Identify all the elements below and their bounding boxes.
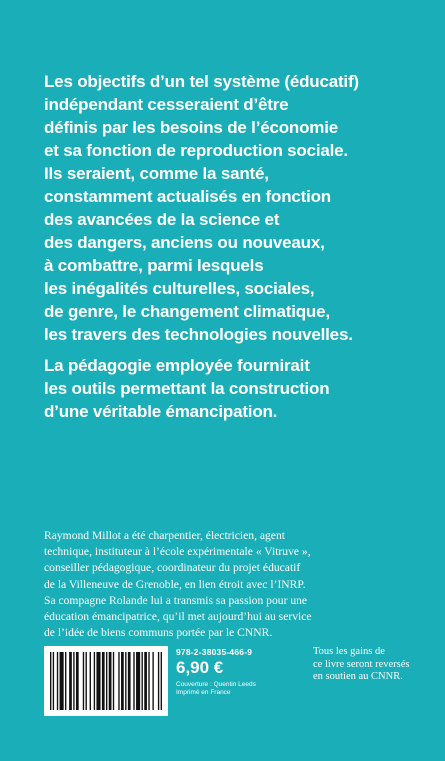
blurb-line: d’une véritable émancipation. bbox=[44, 402, 278, 421]
bio-line: Raymond Millot a été charpentier, électricien, agent bbox=[44, 529, 285, 542]
bio-line: de l’idée de biens communs portée par le CNNR. bbox=[44, 626, 273, 640]
note-line: en soutien au CNNR. bbox=[313, 671, 403, 683]
barcode bbox=[44, 646, 168, 716]
main-blurb bbox=[44, 70, 414, 423]
barcode-bar bbox=[86, 652, 87, 710]
blurb-line: les inégalités culturelles, sociales, bbox=[44, 279, 315, 298]
note-line: Tous les gains de bbox=[313, 646, 385, 657]
blurb-line: de genre, le changement climatique, bbox=[44, 302, 330, 321]
blurb-line: des dangers, anciens ou nouveaux, bbox=[44, 233, 325, 252]
barcode-bar bbox=[152, 652, 153, 710]
barcode-bar bbox=[50, 652, 51, 710]
blurb-line: Ils seraient, comme la santé, bbox=[44, 164, 269, 183]
barcode-bar bbox=[106, 652, 107, 710]
barcode-bar bbox=[102, 652, 105, 710]
barcode-bar bbox=[158, 652, 159, 710]
barcode-bar bbox=[53, 652, 54, 710]
barcode-bar bbox=[94, 652, 95, 710]
barcode-bar bbox=[144, 652, 147, 710]
barcode-bar bbox=[109, 652, 112, 710]
barcode-bar bbox=[118, 652, 119, 710]
blurb-line: La pédagogie employée fournirait bbox=[44, 356, 310, 375]
barcode-bar bbox=[136, 652, 140, 710]
donation-note bbox=[313, 646, 423, 684]
blurb-paragraph-2 bbox=[44, 354, 414, 423]
blurb-line: des avancées de la science et bbox=[44, 210, 280, 229]
barcode-bar bbox=[142, 652, 143, 710]
barcode-bar bbox=[90, 652, 91, 710]
bio-line: éducation émancipatrice, qu’il met aujourd’hui au service bbox=[44, 610, 312, 624]
bio-line: de la Villeneuve de Grenoble, en lien étroit avec l’INRP. bbox=[44, 577, 306, 591]
bio-line: technique, instituteur à l’école expérimentale « Vitruve », bbox=[44, 545, 311, 559]
barcode-bar bbox=[96, 652, 100, 710]
barcode-bar bbox=[121, 652, 124, 710]
price: 6,90 € bbox=[176, 658, 224, 677]
blurb-line: à combattre, parmi lesquels bbox=[44, 256, 264, 275]
blurb-line: indépendant cesseraient d’être bbox=[44, 95, 289, 114]
author-bio bbox=[44, 528, 414, 641]
barcode-bar bbox=[148, 652, 149, 710]
barcode-bar bbox=[65, 652, 66, 710]
bio-line: Sa compagne Rolande lui a transmis sa passion pour une bbox=[44, 593, 308, 607]
blurb-paragraph-1 bbox=[44, 70, 414, 346]
barcode-bar bbox=[133, 652, 134, 710]
barcode-bars bbox=[50, 652, 162, 710]
barcode-bar bbox=[125, 652, 126, 710]
barcode-bar bbox=[128, 652, 131, 710]
barcode-bar bbox=[60, 652, 64, 710]
blurb-line: définis par les besoins de l’économie bbox=[44, 118, 338, 137]
blurb-line: constamment actualisés en fonction bbox=[44, 187, 331, 206]
blurb-line: et sa fonction de reproduction sociale. bbox=[44, 141, 348, 160]
barcode-bar bbox=[113, 652, 114, 710]
blurb-line: les outils permettant la construction bbox=[44, 379, 330, 398]
barcode-bar bbox=[69, 652, 72, 710]
barcode-bar bbox=[57, 652, 58, 710]
barcode-bar bbox=[76, 652, 79, 710]
blurb-line: les travers des technologies nouvelles. bbox=[44, 325, 353, 344]
barcode-bar bbox=[161, 652, 162, 710]
barcode-bar bbox=[73, 652, 74, 710]
barcode-bar bbox=[83, 652, 84, 710]
cover-credit: Couverture : Quentin Leeds bbox=[176, 681, 256, 688]
printed-in: Imprimé en France bbox=[176, 689, 231, 696]
note-line: ce livre seront reversés bbox=[313, 658, 410, 670]
bio-line: conseiller pédagogique, coordinateur du projet éducatif bbox=[44, 561, 301, 575]
blurb-line: Les objectifs d’un tel système (éducatif) bbox=[44, 72, 359, 91]
barcode-block bbox=[44, 646, 300, 716]
isbn-number: 978-2-38035-466-9 bbox=[176, 647, 253, 657]
